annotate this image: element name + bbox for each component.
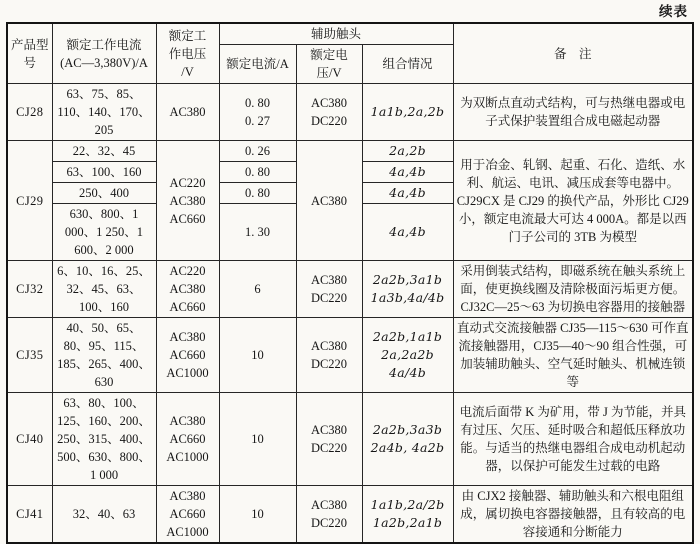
remark-cell: 由 CJX2 接触器、辅助触头和六根电阻组成，属切换电容器接触器，且有较高的电容接通和分断能力 (453, 486, 693, 544)
combo-cell: 4a,4b (362, 162, 453, 183)
combo-cell: 2a,2b (362, 141, 453, 162)
table-row (7, 318, 693, 393)
remark-cell: 直动式交流接触器 CJ35—115～630 可作直流接触器用，CJ35—40～90 组合性强，可加装辅助触头、空气延时触头、机械连锁等 (453, 318, 693, 393)
combo-cell: 2a2b,1a1b 2a,2a2b 4a/4b (362, 318, 453, 393)
remark-cell: 用于冶金、轧钢、起重、石化、造纸、水利、航运、电讯、减压成套等电器中。CJ29CX 是 CJ29 的换代产品，外形比 CJ29 小，额定电流最大可达 4 000A。都是以西门子公司的 3TB 为模型 (453, 141, 693, 261)
aux-voltage-cell: AC380 DC220 (296, 84, 362, 141)
header-aux-rated-voltage: 额定电压/V (296, 45, 362, 84)
currents-cell: 250、400 (52, 183, 156, 204)
table-body (7, 23, 693, 543)
voltage-cell: AC380 AC660 AC1000 (156, 486, 219, 544)
aux-current-cell: 10 (219, 486, 296, 544)
currents-cell: 22、32、45 (52, 141, 156, 162)
remark-cell: 电流后面带 K 为矿用，带 J 为节能，并具有过压、欠压、延时吸合和超低压释放功能。与适当的热继电器组合成电动机起动器，以保护可能发生过载的电路 (453, 393, 693, 486)
model-cell: CJ40 (7, 393, 52, 486)
aux-voltage-cell: AC380 DC220 (296, 318, 362, 393)
currents-cell: 630、800、1 000、1 250、1 600、2 000 (52, 204, 156, 261)
combo-cell: 1a1b,2a,2b (362, 84, 453, 141)
currents-cell: 63、75、85、110、140、170、205 (52, 84, 156, 141)
combo-cell: 1a1b,2a/2b 1a2b,2a1b (362, 486, 453, 544)
aux-current-cell: 0. 80 (219, 162, 296, 183)
contactor-spec-table (6, 22, 694, 544)
aux-voltage-cell: AC380 DC220 (296, 393, 362, 486)
currents-cell: 63、80、100、125、160、200、250、315、400、500、630、800、1 000 (52, 393, 156, 486)
aux-current-cell: 6 (219, 261, 296, 318)
model-cell: CJ41 (7, 486, 52, 544)
combo-cell: 2a2b,3a3b 2a4b, 4a2b (362, 393, 453, 486)
table-row (7, 261, 693, 318)
aux-voltage-cell: AC380 (296, 141, 362, 261)
model-cell: CJ32 (7, 261, 52, 318)
currents-cell: 6、10、16、25、32、45、63、100、160 (52, 261, 156, 318)
combo-cell: 4a,4b (362, 183, 453, 204)
aux-current-cell: 0. 80 (219, 183, 296, 204)
voltage-cell: AC380 AC660 AC1000 (156, 318, 219, 393)
model-cell: CJ29 (7, 141, 52, 261)
currents-cell: 63、100、160 (52, 162, 156, 183)
currents-cell: 40、50、65、80、95、115、185、265、400、630 (52, 318, 156, 393)
model-cell: CJ28 (7, 84, 52, 141)
header-rated-working-voltage: 额定工 作电压 /V (156, 23, 219, 84)
table-row (7, 23, 693, 45)
aux-voltage-cell: AC380 DC220 (296, 261, 362, 318)
voltage-cell: AC380 (156, 84, 219, 141)
continued-table-label: 续表 (659, 4, 688, 19)
table-row (7, 486, 693, 544)
combo-cell: 4a,4b (362, 204, 453, 261)
header-rated-working-current: 额定工作电流 (AC—3,380V)/A (52, 23, 156, 84)
header-aux-rated-current: 额定电流/A (219, 45, 296, 84)
aux-current-cell: 0. 80 0. 27 (219, 84, 296, 141)
aux-current-cell: 10 (219, 393, 296, 486)
voltage-cell: AC380 AC660 AC1000 (156, 393, 219, 486)
voltage-cell: AC220 AC380 AC660 (156, 261, 219, 318)
remark-cell: 为双断点直动式结构，可与热继电器或电子式保护装置组合成电磁起动器 (453, 84, 693, 141)
header-remark: 备 注 (453, 23, 693, 84)
combo-cell: 2a2b,3a1b 1a3b,4a/4b (362, 261, 453, 318)
aux-voltage-cell: AC380 DC220 (296, 486, 362, 544)
aux-current-cell: 10 (219, 318, 296, 393)
table-row (7, 141, 693, 162)
voltage-cell: AC220 AC380 AC660 (156, 141, 219, 261)
table-row (7, 393, 693, 486)
aux-current-cell: 1. 30 (219, 204, 296, 261)
aux-current-cell: 0. 26 (219, 141, 296, 162)
header-product-model: 产品型号 (7, 23, 52, 84)
table-row (7, 84, 693, 141)
header-aux-combination: 组合情况 (362, 45, 453, 84)
model-cell: CJ35 (7, 318, 52, 393)
currents-cell: 32、40、63 (52, 486, 156, 544)
remark-cell: 采用倒装式结构，即磁系统在触头系统上面，使更换线圈及清除极面污垢更方便。CJ32C—25～63 为切换电容器用的接触器 (453, 261, 693, 318)
header-aux-contacts: 辅助触头 (219, 23, 453, 45)
